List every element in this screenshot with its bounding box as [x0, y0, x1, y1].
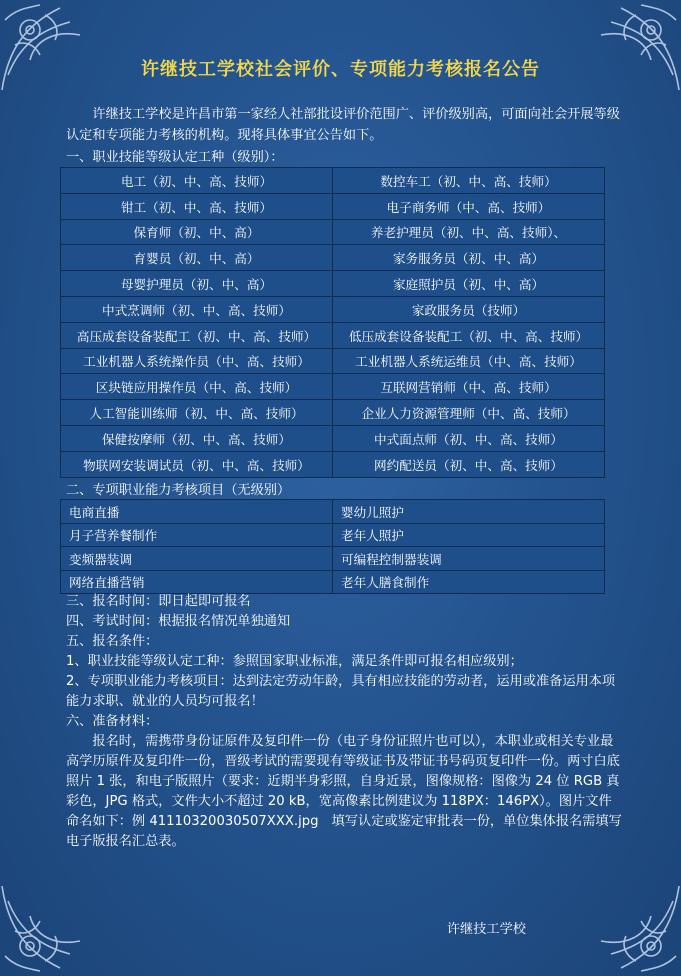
table-cell: 婴幼儿照护 — [333, 500, 605, 524]
table-row — [61, 271, 605, 297]
table-cell: 互联网营销师（中、高、技师） — [333, 374, 605, 400]
table-row — [61, 547, 605, 571]
table-cell: 电子商务师（中、高、技师） — [333, 193, 605, 219]
table-cell: 老年人照护 — [333, 523, 605, 547]
notice-body — [66, 592, 623, 852]
table-cell: 数控车工（初、中、高、技师） — [333, 168, 605, 194]
section1-heading: 一、职业技能等级认定工种（级别）： — [66, 150, 284, 165]
section5-item1: 1、职业技能等级认定工种：参照国家职业标准，满足条件即可报名相应级别； — [66, 654, 523, 669]
table-cell: 高压成套设备装配工（初、中、高、技师） — [61, 322, 333, 348]
table-cell: 电商直播 — [61, 500, 333, 524]
table-row — [61, 296, 605, 322]
table-cell: 网络直播营销 — [61, 570, 333, 594]
table-cell: 中式烹调师（初、中、高、技师） — [61, 296, 333, 322]
table-cell: 月子营养餐制作 — [61, 523, 333, 547]
table-cell: 低压成套设备装配工（初、中、高、技师） — [333, 322, 605, 348]
ornate-corner-icon — [586, 881, 681, 976]
intro-paragraph — [66, 104, 621, 146]
table-row — [61, 193, 605, 219]
section6-text: 报名时，需携带身份证原件及复印件一份（电子身份证照片也可以），本职业或相关专业最高学历原件及复印件一份，晋级考试的需要现有等级证书及带证书号码页复印件一份。两寸白底照片 1 张，和电子版照片（要求：近期半身彩照，自身近景，图像规格：图像为 24 位 RGB 真彩色，JPG 格式，文件大小不超过 20 kB，宽高像素比例建议为 118PX：146PX）。图片文件命名如下：例 41110320030507XXX.jpg 填写认定或鉴定审批表一份，单位集体报名需填写电子版报名汇总表。 — [66, 734, 622, 849]
table-row — [61, 374, 605, 400]
signature: 许继技工学校 — [446, 922, 526, 937]
skills-table — [60, 167, 605, 478]
section4-text: 四、考试时间：根据报名情况单独通知 — [66, 614, 291, 629]
table-cell: 保育师（初、中、高） — [61, 219, 333, 245]
table-row — [61, 425, 605, 451]
table-cell: 电工（初、中、高、技师） — [61, 168, 333, 194]
table-cell: 工业机器人系统运维员（中、高、技师） — [333, 348, 605, 374]
table-cell: 人工智能训练师（初、中、高、技师） — [61, 400, 333, 426]
section5-heading: 五、报名条件： — [66, 634, 159, 649]
table-cell: 老年人膳食制作 — [333, 570, 605, 594]
section2-heading: 二、专项职业能力考核项目（无级别） — [66, 483, 291, 498]
table-cell: 家务服务员（初、中、高） — [333, 245, 605, 271]
table-row — [61, 451, 605, 477]
table-cell: 家政服务员（技师） — [333, 296, 605, 322]
table-cell: 区块链应用操作员（中、高、技师） — [61, 374, 333, 400]
table-row — [61, 570, 605, 594]
table-row — [61, 322, 605, 348]
page-title: 许继技工学校社会评价、专项能力考核报名公告 — [141, 59, 540, 80]
section5-item2: 2、专项职业能力考核项目：达到法定劳动年龄，具有相应技能的劳动者，运用或准备运用本项能力求职、就业的人员均可报名！ — [66, 674, 616, 709]
table-cell: 母婴护理员（初、中、高） — [61, 271, 333, 297]
table-cell: 变频器装调 — [61, 547, 333, 571]
table-cell: 物联网安装调试员（初、中、高、技师） — [61, 451, 333, 477]
table-cell: 育婴员（初、中、高） — [61, 245, 333, 271]
table-cell: 家庭照护员（初、中、高） — [333, 271, 605, 297]
table-row — [61, 219, 605, 245]
table-cell: 可编程控制器装调 — [333, 547, 605, 571]
table-row — [61, 523, 605, 547]
table-cell: 工业机器人系统操作员（中、高、技师） — [61, 348, 333, 374]
table-row — [61, 500, 605, 524]
intro-text: 许继技工学校是许昌市第一家经人社部批设评价范围广、评价级别高，可面向社会开展等级认定和专项能力考核的机构。现将具体事宜公告如下。 — [66, 107, 620, 143]
table-cell: 钳工（初、中、高、技师） — [61, 193, 333, 219]
table-cell: 保健按摩师（初、中、高、技师） — [61, 425, 333, 451]
table-row — [61, 348, 605, 374]
table-row — [61, 245, 605, 271]
section3-text: 三、报名时间：即日起即可报名 — [66, 594, 251, 609]
ornate-corner-icon — [0, 881, 95, 976]
special-table — [60, 499, 605, 594]
table-cell: 网约配送员（初、中、高、技师） — [333, 451, 605, 477]
table-cell: 企业人力资源管理师（中、高、技师） — [333, 400, 605, 426]
table-row — [61, 168, 605, 194]
table-cell: 养老护理员（初、中、高、技师）、 — [333, 219, 605, 245]
table-cell: 中式面点师（初、中、高、技师） — [333, 425, 605, 451]
section6-heading: 六、准备材料： — [66, 714, 159, 729]
table-row — [61, 400, 605, 426]
